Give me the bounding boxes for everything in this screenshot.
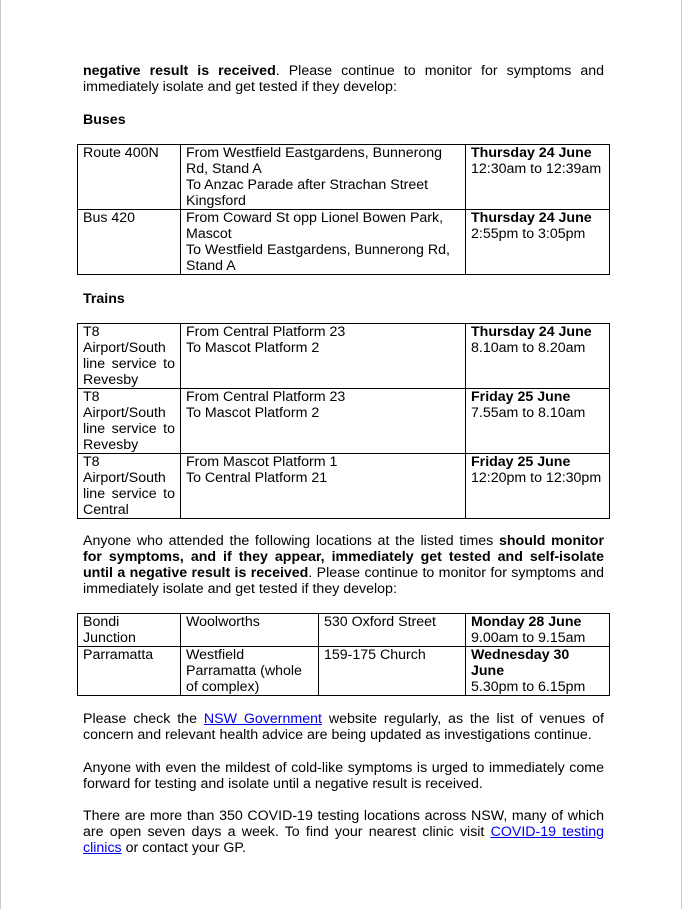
service-cell: Route 400N xyxy=(78,145,181,210)
route-from: From Coward St opp Lionel Bowen Park, Mascot xyxy=(186,210,444,242)
intro-paragraph-continued xyxy=(83,63,604,95)
route-from: From Central Platform 23 xyxy=(186,389,346,405)
check-text-before: Please check the xyxy=(83,711,204,727)
service-cell: T8 Airport/South line service to Central xyxy=(78,454,181,519)
route-from: From Westfield Eastgardens, Bunnerong Rd, Stand A xyxy=(186,145,443,177)
suburb-cell: Parramatta xyxy=(78,647,181,696)
check-website-paragraph xyxy=(83,711,604,743)
route-cell xyxy=(181,145,466,210)
route-to: To Anzac Parade after Strachan Street Kingsford xyxy=(186,177,429,209)
locations-intro-paragraph xyxy=(83,533,604,597)
route-from: From Mascot Platform 1 xyxy=(186,454,338,470)
day-text: Thursday 24 June xyxy=(471,324,592,340)
time-text: 12:20pm to 12:30pm xyxy=(471,470,602,486)
venue-cell: Westfield Parramatta (whole of complex) xyxy=(181,647,319,696)
table-row xyxy=(78,324,610,389)
route-to: To Westfield Eastgardens, Bunnerong Rd, Stand A xyxy=(186,242,450,274)
time-cell xyxy=(466,647,610,696)
intro-text: . Please continue to monitor for symptoms and immediately isolate and get tested if they develop: xyxy=(83,63,604,95)
time-cell xyxy=(466,389,610,454)
day-text: Friday 25 June xyxy=(471,454,571,470)
testing-clinics-link[interactable]: COVID-19 testing clinics xyxy=(83,824,605,856)
locations-intro-text: Anyone who attended the following locations at the listed times xyxy=(83,533,499,549)
table-row xyxy=(78,145,610,210)
testing-text-after: or contact your GP. xyxy=(121,840,246,856)
table-row xyxy=(78,647,610,696)
testing-text-before: There are more than 350 COVID-19 testing locations across NSW, many of which are open seven days a week. To find your nearest clinic visit xyxy=(83,808,604,840)
nsw-government-link[interactable]: NSW Government xyxy=(203,711,322,727)
check-text-after: website regularly, as the list of venues of concern and relevant health advice are being updated as investigations continue. xyxy=(83,711,605,743)
route-to: To Central Platform 21 xyxy=(186,470,328,486)
venues-table xyxy=(77,613,610,696)
address-cell: 530 Oxford Street xyxy=(319,614,466,647)
service-cell: Bus 420 xyxy=(78,210,181,275)
time-text: 9.00am to 9.15am xyxy=(471,630,586,646)
time-cell xyxy=(466,210,610,275)
route-cell xyxy=(181,389,466,454)
locations-intro-bold: should monitor for symptoms, and if they appear, immediately get tested and self-isolate until a negative result is received xyxy=(83,533,604,581)
route-cell xyxy=(181,324,466,389)
time-cell xyxy=(466,454,610,519)
table-row xyxy=(78,614,610,647)
table-row xyxy=(78,454,610,519)
route-from: From Central Platform 23 xyxy=(186,324,346,340)
buses-table xyxy=(77,144,610,275)
route-to: To Mascot Platform 2 xyxy=(186,340,320,356)
day-text: Friday 25 June xyxy=(471,389,571,405)
table-row xyxy=(78,210,610,275)
service-cell: T8 Airport/South line service to Revesby xyxy=(78,389,181,454)
time-text: 5.30pm to 6.15pm xyxy=(471,679,586,695)
address-cell: 159-175 Church xyxy=(319,647,466,696)
venue-cell: Woolworths xyxy=(181,614,319,647)
route-to: To Mascot Platform 2 xyxy=(186,405,320,421)
table-row xyxy=(78,389,610,454)
symptoms-paragraph: Anyone with even the mildest of cold-like symptoms is urged to immediately come forward for testing and isolate until a negative result is received. xyxy=(83,760,604,792)
day-text: Wednesday 30 June xyxy=(471,647,570,679)
testing-paragraph xyxy=(83,808,604,856)
trains-heading: Trains xyxy=(83,291,125,307)
suburb-cell: Bondi Junction xyxy=(78,614,181,647)
trains-table xyxy=(77,323,610,519)
day-text: Monday 28 June xyxy=(471,614,582,630)
time-cell xyxy=(466,324,610,389)
time-text: 12:30am to 12:39am xyxy=(471,161,602,177)
time-text: 8.10am to 8.20am xyxy=(471,340,586,356)
service-cell: T8 Airport/South line service to Revesby xyxy=(78,324,181,389)
day-text: Thursday 24 June xyxy=(471,145,592,161)
route-cell xyxy=(181,210,466,275)
time-text: 2:55pm to 3:05pm xyxy=(471,226,586,242)
buses-heading: Buses xyxy=(83,112,126,128)
time-text: 7.55am to 8.10am xyxy=(471,405,586,421)
route-cell xyxy=(181,454,466,519)
time-cell xyxy=(466,614,610,647)
intro-bold-text: negative result is received xyxy=(83,63,276,79)
day-text: Thursday 24 June xyxy=(471,210,592,226)
time-cell xyxy=(466,145,610,210)
locations-intro-rest: . Please continue to monitor for symptoms and immediately isolate and get tested if they develop: xyxy=(83,565,605,597)
